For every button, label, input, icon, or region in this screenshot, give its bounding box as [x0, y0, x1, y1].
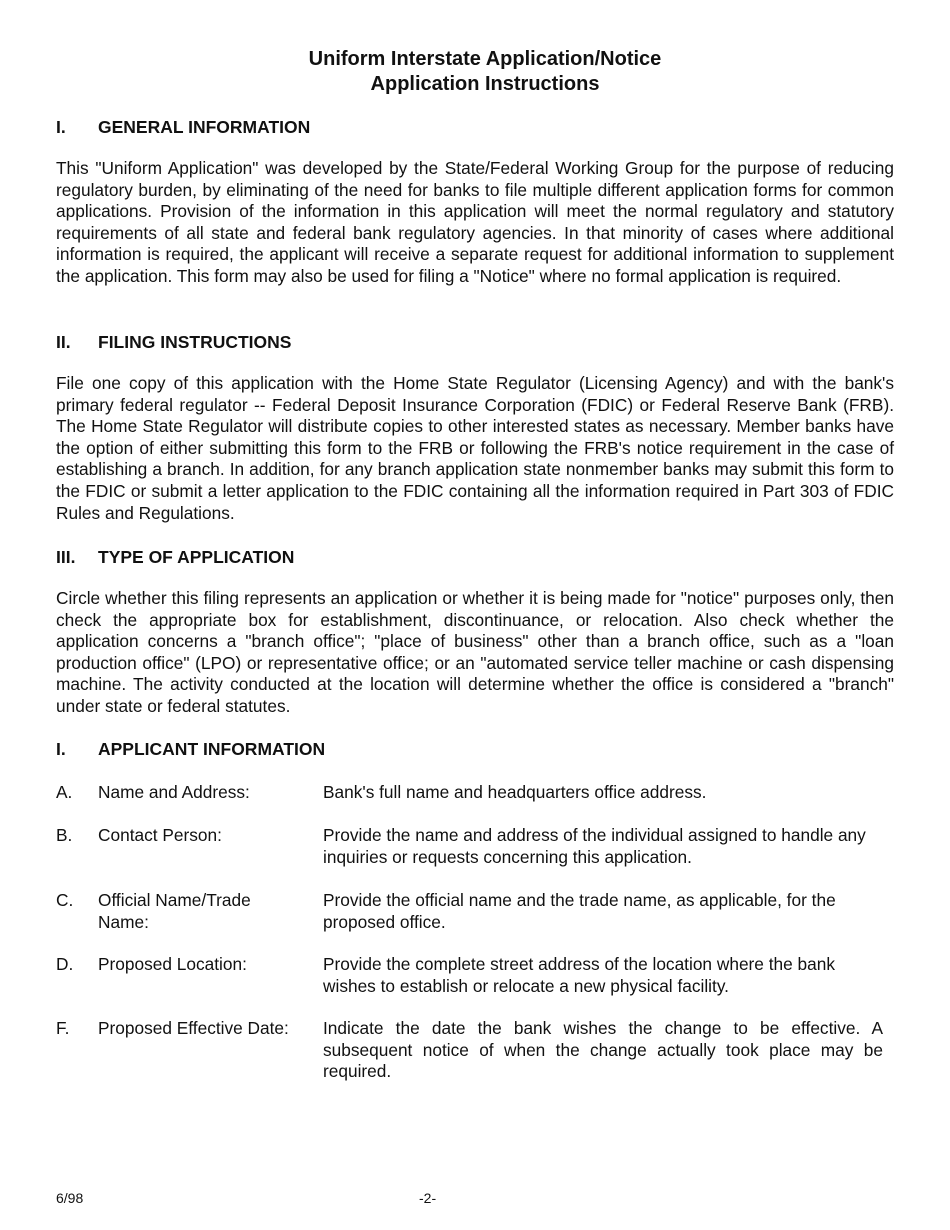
section-body-general-information: This "Uniform Application" was developed by the State/Federal Working Group for the purpose of reducing regulatory burden, by eliminating of the need for banks to file multiple different application forms for common applications. Provision of the information in this application will meet the normal regulatory and statutory requirements of all state and federal bank regulatory agencies. In that minority of cases where additional information is required, the applicant will receive a separate request for additional information to supplement the application. This form may also be used for filing a "Notice" where no formal application is required. — [56, 158, 894, 286]
section-title: APPLICANT INFORMATION — [98, 739, 326, 759]
footer-date: 6/98 — [56, 1190, 84, 1206]
section-title: GENERAL INFORMATION — [98, 117, 311, 137]
section-number: II. — [56, 332, 71, 352]
item-letter: B. — [56, 825, 73, 845]
item-letter: D. — [56, 954, 74, 974]
item-label: Proposed Location: — [98, 954, 247, 974]
item-label: Name and Address: — [98, 782, 250, 802]
section-heading-type-of-application — [56, 546, 294, 568]
section-number: I. — [56, 739, 66, 759]
item-letter: C. — [56, 890, 74, 910]
section-heading-filing-instructions — [56, 331, 291, 353]
item-description: Provide the official name and the trade name, as applicable, for the proposed office. — [323, 890, 836, 932]
item-description: Provide the name and address of the individual assigned to handle any inquiries or requests concerning this application. — [323, 825, 866, 867]
section-title: FILING INSTRUCTIONS — [98, 332, 292, 352]
item-letter: A. — [56, 782, 73, 802]
item-description: Bank's full name and headquarters office address. — [323, 782, 707, 802]
section-number: III. — [56, 547, 76, 567]
item-label: Official Name/Trade Name: — [98, 890, 251, 932]
item-label: Contact Person: — [98, 825, 222, 845]
item-description: Provide the complete street address of the location where the bank wishes to establish or relocate a new physical facility. — [323, 954, 836, 996]
item-description: Indicate the date the bank wishes the change to be effective. A subsequent notice of when the change actually took place may be required. — [323, 1018, 883, 1082]
section-body-filing-instructions: File one copy of this application with the Home State Regulator (Licensing Agency) and with the bank's primary federal regulator -- Federal Deposit Insurance Corporation (FDIC) or Federal Reserve Bank (FRB). The Home State Regulator will distribute copies to other interested states as necessary. Member banks have the option of either submitting this form to the FRB or following the FRB's notice requirement in the case of establishing a branch. In addition, for any branch application state nonmember banks may submit this form to the FDIC or submit a letter application to the FDIC containing all the information required in Part 303 of FDIC Rules and Regulations. — [56, 373, 894, 523]
item-label: Proposed Effective Date: — [98, 1018, 289, 1038]
section-heading-general-information — [56, 116, 310, 138]
title-line-2: Application Instructions — [370, 73, 600, 95]
document-title — [0, 47, 950, 97]
item-letter: F. — [56, 1018, 70, 1038]
title-line-1: Uniform Interstate Application/Notice — [308, 48, 662, 70]
section-title: TYPE OF APPLICATION — [98, 547, 295, 567]
section-body-type-of-application: Circle whether this filing represents an application or whether it is being made for "notice" purposes only, then check the appropriate box for establishment, discontinuance, or relocation. Also check whether the application concerns a "branch office"; "place of business" other than a branch office, such as a "loan production office" (LPO) or representative office; or an "automated service teller machine or cash dispensing machine. The activity conducted at the location will determine whether the office is considered a "branch" under state or federal statutes. — [56, 588, 894, 716]
section-heading-applicant-information — [56, 738, 325, 760]
section-number: I. — [56, 117, 66, 137]
footer-page-number: -2- — [419, 1190, 437, 1206]
